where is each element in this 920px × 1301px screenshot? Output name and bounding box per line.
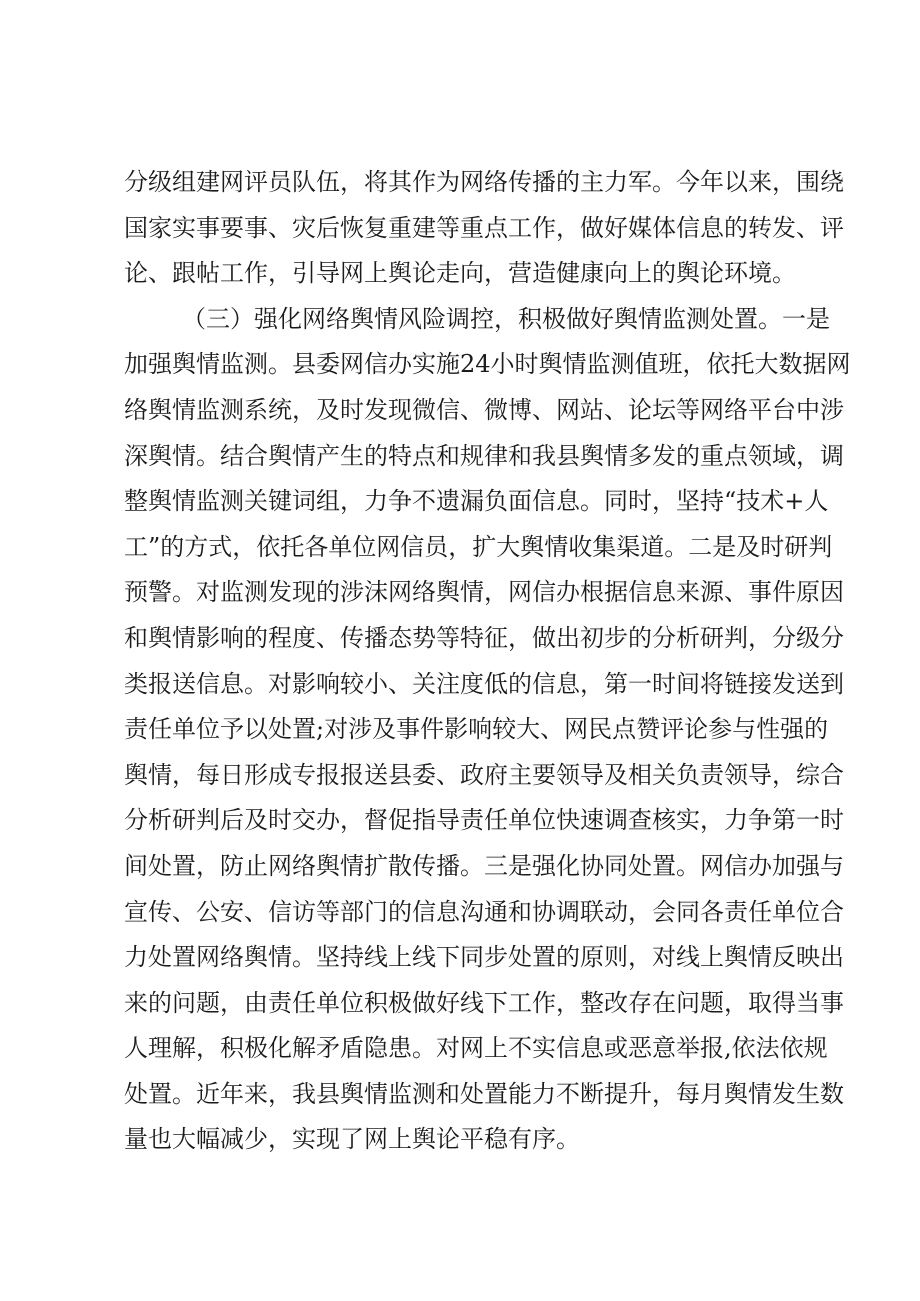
- paragraph-2: [124, 297, 851, 1163]
- text-line: 力处置网络舆情。坚持线上线下同步处置的原则，对线上舆情反映出: [124, 943, 844, 972]
- text-line: 工”的方式，依托各单位网信员，扩大舆情收集渠道。二是及时研判: [124, 532, 833, 561]
- text-line: 类报送信息。对影响较小、关注度低的信息，第一时间将链接发送到: [124, 669, 844, 698]
- text-line: 预警。对监测发现的涉沫网络舆情，网信办根据信息来源、事件原因: [124, 578, 844, 607]
- text-line: 舆情，每日形成专报报送县委、政府主要领导及相关负责领导，综合: [124, 760, 844, 789]
- text-line: 分级组建网评员队伍，将其作为网络传播的主力军。今年以来，围绕: [124, 168, 844, 196]
- text-line: 间处置，防止网络舆情扩散传播。三是强化协同处置。网信办加强与: [124, 851, 844, 880]
- text-line: 深舆情。结合舆情产生的特点和规律和我县舆情多发的重点领域，调: [124, 441, 844, 470]
- text-line: 分析研判后及时交办，督促指导责任单位快速调查核实，力争第一时: [124, 806, 844, 835]
- text-line: 宣传、公安、信访等部门的信息沟通和协调联动，会同各责任单位合: [124, 897, 844, 926]
- document-body: [124, 160, 851, 1163]
- text-line: 来的问题，由责任单位积极做好线下工作，整改存在问题，取得当事: [124, 988, 844, 1017]
- text-line: 量也大幅减少，实现了网上舆论平稳有序。: [124, 1125, 580, 1154]
- text-line: 络舆情监测系统，及时发现微信、微博、网站、论坛等网络平台中涉: [124, 395, 844, 424]
- text-line: 加强舆情监测。县委网信办实施24小时舆情监测值班，依托大数据网: [124, 350, 851, 379]
- text-line: 整舆情监测关键词组，力争不遗漏负面信息。同时，坚持“技术+人: [124, 487, 829, 516]
- text-line: 责任单位予以处置;对涉及事件影响较大、网民点赞评论参与性强的: [124, 715, 829, 744]
- paragraph-1: [124, 160, 844, 297]
- text-line: 国家实事要事、灾后恢复重建等重点工作，做好媒体信息的转发、评: [124, 213, 844, 242]
- text-line: 处置。近年来，我县舆情监测和处置能力不断提升，每月舆情发生数: [124, 1079, 844, 1108]
- text-line: 和舆情影响的程度、传播态势等特征，做出初步的分析研判，分级分: [124, 623, 844, 652]
- text-line: 人理解，积极化解矛盾隐患。对网上不实信息或恶意举报,依法依规: [124, 1034, 828, 1063]
- text-line: （三）强化网络舆情风险调控，积极做好舆情监测处置。一是: [182, 304, 830, 333]
- text-line: 论、跟帖工作，引导网上舆论走向，营造健康向上的舆论环境。: [124, 259, 796, 288]
